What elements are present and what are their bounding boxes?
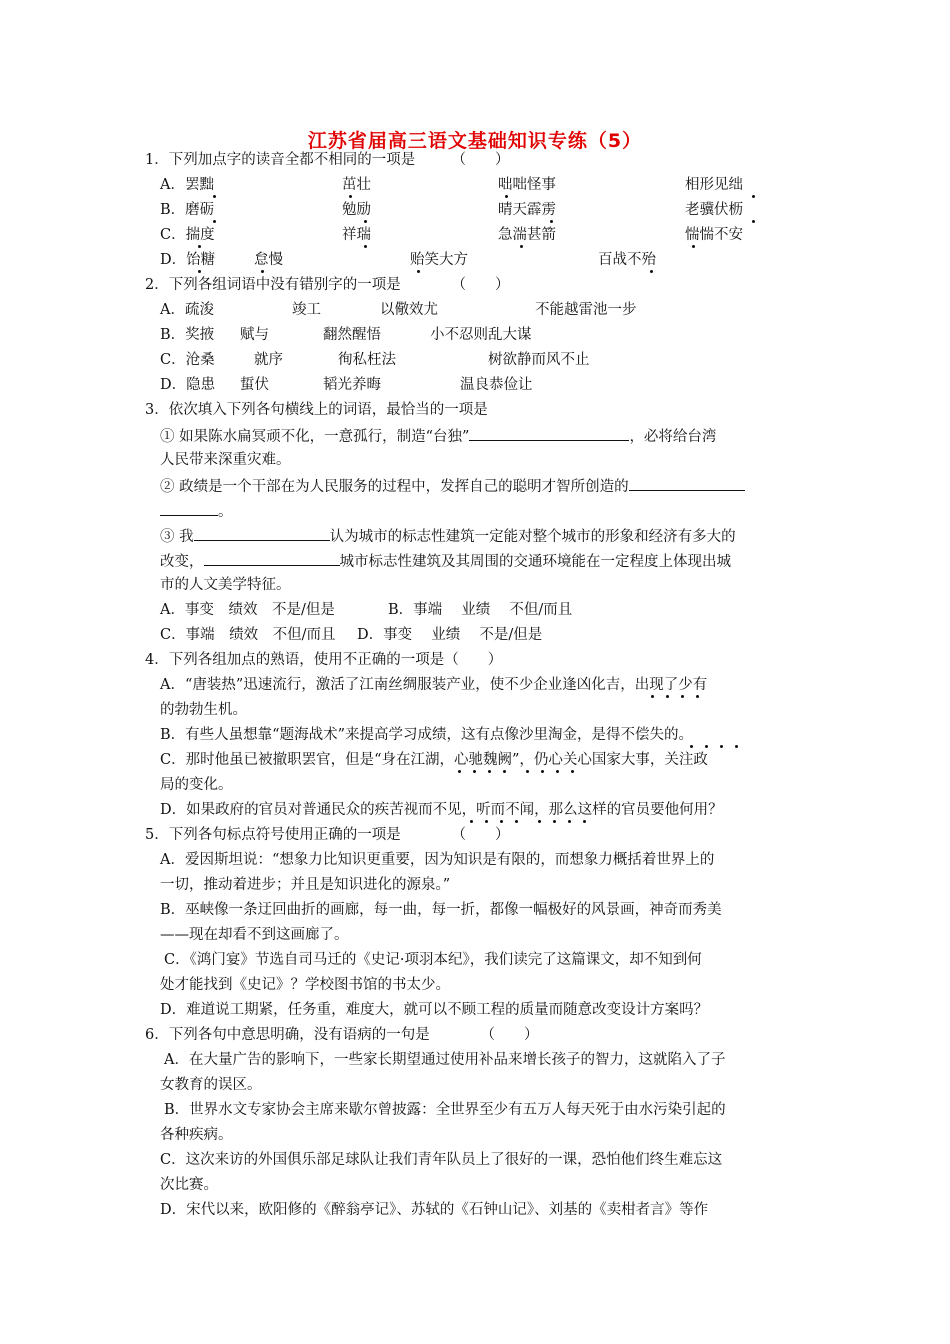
emphasis-dot bbox=[515, 820, 518, 823]
emphasis-dot bbox=[538, 820, 541, 823]
q3-stem: 3．依次填入下列各句横线上的词语，最恰当的一项是 bbox=[145, 402, 488, 418]
q3-sentence-2 bbox=[160, 476, 745, 496]
q1-option-d-4: 百战不殆 bbox=[598, 252, 656, 268]
emphasis-dot bbox=[720, 745, 723, 748]
q5-option-c-continued: 处才能找到《史记》？学校图书馆的书太少。 bbox=[160, 977, 450, 993]
q1-option-d-3: 贻笑大方 bbox=[410, 252, 468, 268]
q5-option-a: A．爱因斯坦说：“想象力比知识更重要，因为知识是有限的，而想象力概括着世界上的 bbox=[160, 852, 715, 868]
q5-stem: 5．下列各句标点符号使用正确的一项是 （ ） bbox=[145, 827, 510, 843]
q3-option-c: C．事端 绩效 不但/而且 bbox=[160, 627, 336, 643]
q3-s3-text-3: 改变， bbox=[160, 554, 204, 570]
q2-option-d-2: 蜇伏 bbox=[240, 377, 269, 393]
q6-option-a: A．在大量广告的影响下，一些家长期望通过使用补品来增长孩子的智力，这就陷入了子 bbox=[164, 1052, 726, 1068]
q2-stem: 2．下列各组词语中没有错别字的一项是 （ ） bbox=[145, 277, 510, 293]
q1-option-b-4: 老骥伏枥 bbox=[685, 202, 743, 218]
q6-option-c: C．这次来访的外国俱乐部足球队让我们青年队员上了很好的一课，恐怕他们终生难忘这 bbox=[160, 1152, 723, 1168]
q1-option-c-4: 惴惴不安 bbox=[685, 227, 743, 243]
page-title: 江苏省届高三语文基础知识专练（5） bbox=[307, 130, 643, 152]
q5-option-d: D．难道说工期紧，任务重，难度大，就可以不顾工程的质量而随意改变设计方案吗？ bbox=[160, 1002, 709, 1018]
q2-option-d: D．隐患 bbox=[160, 377, 216, 393]
q2-option-c-3: 徇私枉法 bbox=[338, 352, 396, 368]
q3-s3-text: ③ 我 bbox=[160, 529, 194, 545]
q6-option-d: D．宋代以来，欧阳修的《醉翁亭记》、苏轼的《石钟山记》、刘基的《卖柑者言》等作 bbox=[160, 1202, 709, 1218]
q2-option-d-4: 温良恭俭让 bbox=[460, 377, 533, 393]
q3-s3-text-2: 认为城市的标志性建筑一定能对整个城市的形象和经济有多大的 bbox=[329, 529, 736, 545]
emphasis-dot bbox=[666, 695, 669, 698]
q1-option-c-2: 祥瑞 bbox=[342, 227, 371, 243]
emphasis-dot bbox=[752, 195, 755, 198]
q5-option-a-continued: 一切，推动着进步；并且是知识进化的源泉。” bbox=[160, 877, 451, 893]
answer-blank bbox=[160, 501, 218, 516]
q1-option-c: C．揣度 bbox=[160, 227, 215, 243]
q2-option-a-3: 以儆效尤 bbox=[380, 302, 438, 318]
emphasis-dot bbox=[583, 820, 586, 823]
emphasis-dot bbox=[690, 745, 693, 748]
emphasis-dot bbox=[735, 745, 738, 748]
q1-option-c-3: 急湍甚箭 bbox=[498, 227, 556, 243]
q2-option-b: B．奖掖 bbox=[160, 327, 215, 343]
q2-option-c-4: 树欲静而风不止 bbox=[488, 352, 590, 368]
answer-blank bbox=[204, 551, 340, 566]
q2-option-a-2: 竣工 bbox=[292, 302, 321, 318]
q2-option-b-3: 翻然醒悟 bbox=[323, 327, 381, 343]
q6-option-a-continued: 女教育的误区。 bbox=[160, 1077, 262, 1093]
emphasis-dot bbox=[571, 770, 574, 773]
q4-option-b: B．有些人虽想靠“题海战术”来提高学习成绩，这有点像沙里淘金，是得不偿失的。 bbox=[160, 727, 693, 743]
emphasis-dot bbox=[526, 770, 529, 773]
q4-option-a-continued: 的勃勃生机。 bbox=[160, 702, 247, 718]
q3-option-a: A．事变 绩效 不是/但是 bbox=[160, 602, 335, 618]
emphasis-dot bbox=[505, 195, 508, 198]
q2-option-b-2: 赋与 bbox=[240, 327, 269, 343]
emphasis-dot bbox=[213, 195, 216, 198]
q4-option-d: D．如果政府的官员对普通民众的疾苦视而不见，听而不闻，那么这样的官员要他何用？ bbox=[160, 802, 723, 818]
emphasis-dot bbox=[556, 770, 559, 773]
q1-option-d-2: 怠慢 bbox=[254, 252, 283, 268]
q2-option-a-4: 不能越雷池一步 bbox=[535, 302, 637, 318]
answer-blank bbox=[194, 526, 330, 541]
q3-s1-text: ① 如果陈水扁冥顽不化，一意孤行，制造“台独” bbox=[160, 429, 470, 445]
q5-option-b-continued: ——现在却看不到这画廊了。 bbox=[160, 927, 349, 943]
q1-stem: 1．下列加点字的读音全都不相同的一项是 （ ） bbox=[145, 152, 510, 168]
emphasis-dot bbox=[485, 820, 488, 823]
q6-option-c-continued: 次比赛。 bbox=[160, 1177, 218, 1193]
q1-option-b-2: 勉励 bbox=[342, 202, 371, 218]
q3-sentence-3 bbox=[160, 526, 736, 546]
q3-s3-text-4: 城市标志性建筑及其周围的交通环境能在一定程度上体现出城 bbox=[339, 554, 731, 570]
emphasis-dot bbox=[520, 245, 523, 248]
emphasis-dot bbox=[417, 270, 420, 273]
emphasis-dot bbox=[470, 820, 473, 823]
emphasis-dot bbox=[503, 770, 506, 773]
q2-option-b-4: 小不忍则乱大谋 bbox=[430, 327, 532, 343]
answer-blank bbox=[629, 476, 745, 491]
emphasis-dot bbox=[550, 220, 553, 223]
q3-s2-text: ② 政绩是一个干部在为人民服务的过程中，发挥自己的聪明才智所创造的 bbox=[160, 479, 629, 495]
q1-option-b-3: 晴天霹雳 bbox=[498, 202, 556, 218]
emphasis-dot bbox=[261, 270, 264, 273]
q4-stem: 4．下列各组加点的熟语，使用不正确的一项是（ ） bbox=[145, 652, 503, 668]
q3-option-b: B．事端 业绩 不但/而且 bbox=[388, 602, 573, 618]
emphasis-dot bbox=[541, 770, 544, 773]
q4-option-a: A．“唐装热”迅速流行，激活了江南丝绸服装产业，使不少企业逢凶化吉，出现了少有 bbox=[160, 677, 708, 693]
q2-option-a: A．疏浚 bbox=[160, 302, 214, 318]
q2-option-c: C．沧桑 bbox=[160, 352, 215, 368]
q1-option-a-2: 茁壮 bbox=[342, 177, 371, 193]
q3-option-d: D．事变 业绩 不是/但是 bbox=[357, 627, 543, 643]
emphasis-dot bbox=[213, 220, 216, 223]
emphasis-dot bbox=[364, 220, 367, 223]
q6-option-b: B．世界水文专家协会主席来歇尔曾披露：全世界至少有五万人每天死于由水污染引起的 bbox=[164, 1102, 726, 1118]
emphasis-dot bbox=[651, 695, 654, 698]
q2-option-d-3: 韬光养晦 bbox=[323, 377, 381, 393]
q4-option-c: C．那时他虽已被撤职罢官，但是“身在江湖，心驰魏阙”，仍心关心国家大事，关注政 bbox=[160, 752, 708, 768]
q5-option-c: C．《鸿门宴》节选自司马迁的《史记·项羽本纪》，我们读完了这篇课文，却不知到何 bbox=[164, 952, 702, 968]
q1-option-b: B．磨砺 bbox=[160, 202, 215, 218]
emphasis-dot bbox=[650, 270, 653, 273]
emphasis-dot bbox=[349, 195, 352, 198]
emphasis-dot bbox=[500, 820, 503, 823]
emphasis-dot bbox=[473, 770, 476, 773]
emphasis-dot bbox=[364, 245, 367, 248]
q6-stem: 6．下列各句中意思明确，没有语病的一句是 （ ） bbox=[145, 1027, 539, 1043]
answer-blank bbox=[469, 426, 629, 441]
q1-option-a-4: 相形见绌 bbox=[685, 177, 743, 193]
q3-s2-continued bbox=[160, 501, 233, 521]
q6-option-b-continued: 各种疾病。 bbox=[160, 1127, 233, 1143]
emphasis-dot bbox=[198, 270, 201, 273]
emphasis-dot bbox=[553, 820, 556, 823]
q3-s2-end: 。 bbox=[218, 504, 233, 520]
emphasis-dot bbox=[752, 220, 755, 223]
emphasis-dot bbox=[705, 745, 708, 748]
q1-option-d: D．饴糖 bbox=[160, 252, 216, 268]
emphasis-dot bbox=[696, 695, 699, 698]
q3-s1-continued: 人民带来深重灾难。 bbox=[160, 452, 291, 468]
emphasis-dot bbox=[568, 820, 571, 823]
q5-option-b: B．巫峡像一条迂回曲折的画廊，每一曲，每一折，都像一幅极好的风景画，神奇而秀美 bbox=[160, 902, 722, 918]
q1-option-a: A．罢黜 bbox=[160, 177, 214, 193]
q3-s3-continued bbox=[160, 551, 731, 571]
q2-option-c-2: 就序 bbox=[254, 352, 283, 368]
q3-s1-text-2: ，必将给台湾 bbox=[629, 429, 717, 445]
emphasis-dot bbox=[488, 770, 491, 773]
emphasis-dot bbox=[681, 695, 684, 698]
q3-sentence-1 bbox=[160, 426, 716, 446]
emphasis-dot bbox=[198, 245, 201, 248]
emphasis-dot bbox=[458, 770, 461, 773]
q3-s3-end: 市的人文美学特征。 bbox=[160, 577, 291, 593]
emphasis-dot bbox=[692, 245, 695, 248]
q4-option-c-continued: 局的变化。 bbox=[160, 777, 233, 793]
q1-option-a-3: 咄咄怪事 bbox=[498, 177, 556, 193]
